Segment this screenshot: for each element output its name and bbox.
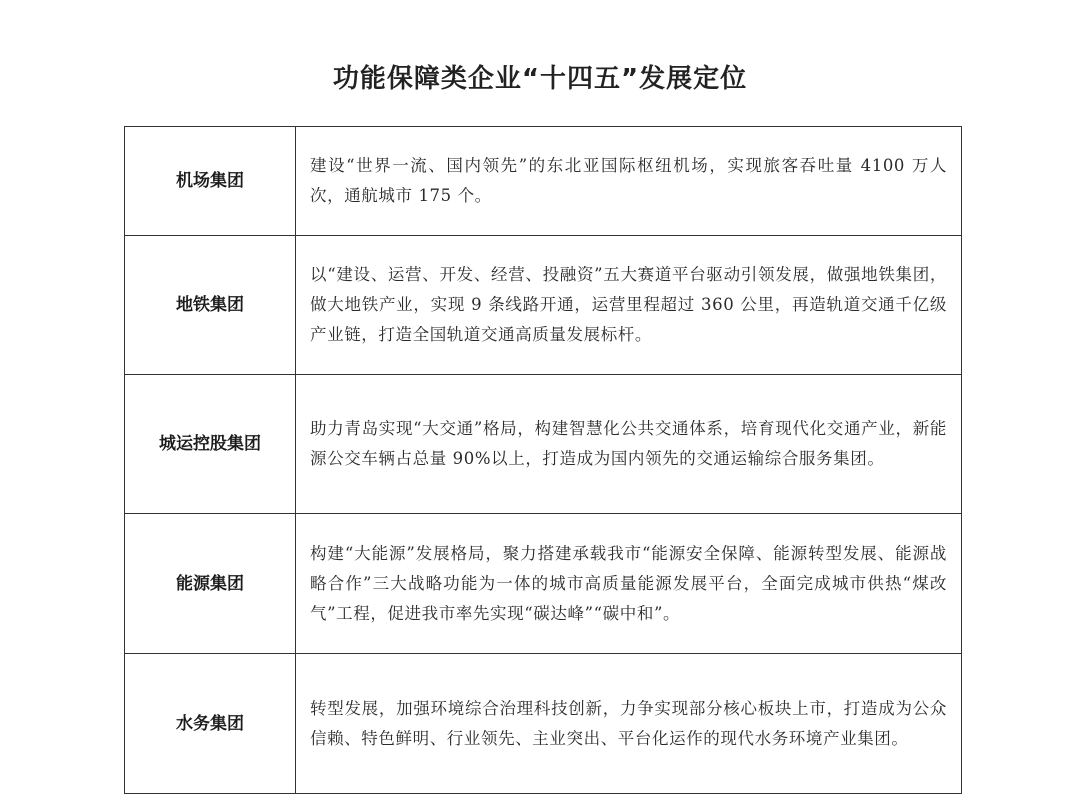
page-title: 功能保障类企业“十四五”发展定位 <box>332 64 748 94</box>
group-name-cell: 机场集团 <box>125 127 296 236</box>
group-description-cell: 建设“世界一流、国内领先”的东北亚国际枢纽机场，实现旅客吞吐量 4100 万人次，通航城市 175 个。 <box>296 127 962 236</box>
group-name-cell: 地铁集团 <box>125 236 296 375</box>
group-name-cell: 能源集团 <box>125 514 296 654</box>
group-description-cell: 转型发展，加强环境综合治理科技创新，力争实现部分核心板块上市，打造成为公众信赖、特色鲜明、行业领先、主业突出、平台化运作的现代水务环境产业集团。 <box>296 654 962 794</box>
group-description-cell: 助力青岛实现“大交通”格局，构建智慧化公共交通体系，培育现代化交通产业，新能源公交车辆占总量 90%以上，打造成为国内领先的交通运输综合服务集团。 <box>296 375 962 514</box>
group-description-cell: 以“建设、运营、开发、经营、投融资”五大赛道平台驱动引领发展，做强地铁集团，做大地铁产业，实现 9 条线路开通，运营里程超过 360 公里，再造轨道交通千亿级产业链，打造全国轨道交通高质量发展标杆。 <box>296 236 962 375</box>
table-row <box>125 375 962 514</box>
group-description-cell: 构建“大能源”发展格局，聚力搭建承载我市“能源安全保障、能源转型发展、能源战略合作”三大战略功能为一体的城市高质量能源发展平台，全面完成城市供热“煤改气”工程，促进我市率先实现“碳达峰”“碳中和”。 <box>296 514 962 654</box>
table-row <box>125 236 962 375</box>
table-row <box>125 127 962 236</box>
development-positioning-table <box>124 126 962 794</box>
group-name-cell: 水务集团 <box>125 654 296 794</box>
table-row <box>125 654 962 794</box>
group-name-cell: 城运控股集团 <box>125 375 296 514</box>
table-row <box>125 514 962 654</box>
